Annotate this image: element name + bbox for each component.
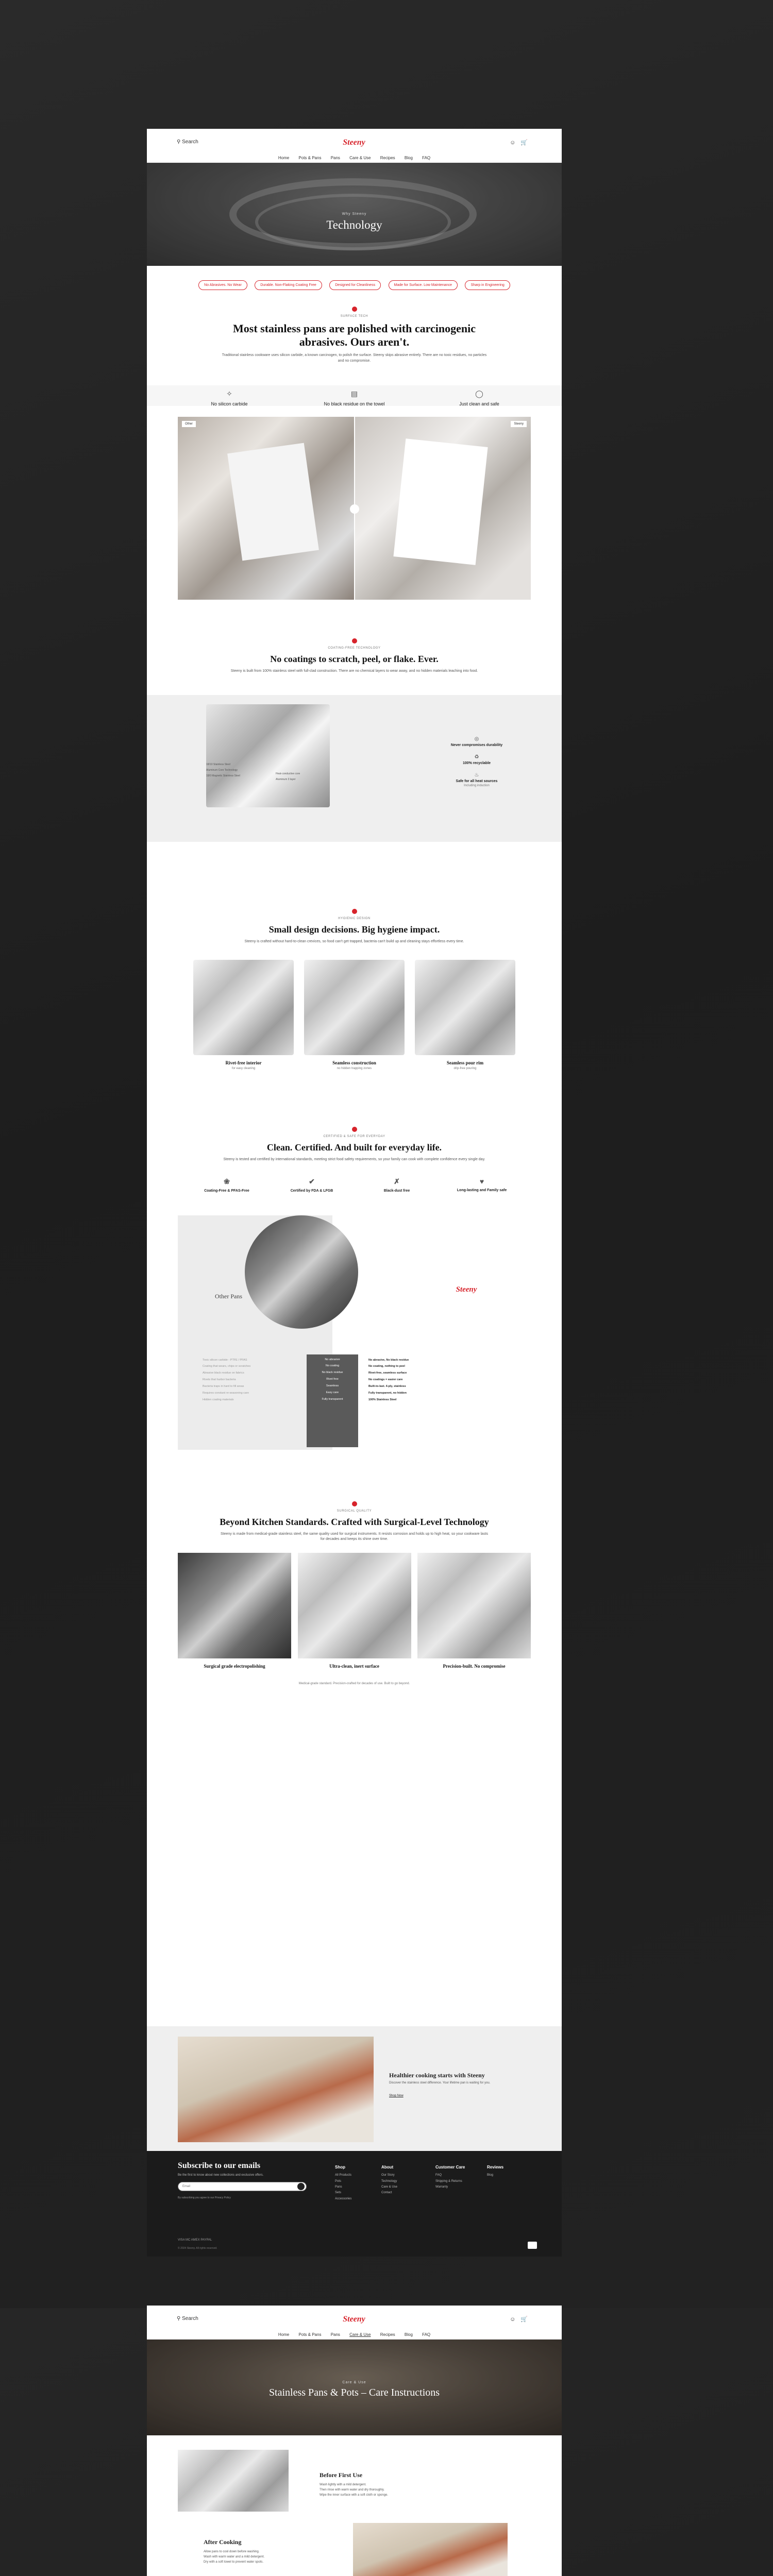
- section-subtitle: Steeny is built from 100% stainless steel with full-clad construction. There are no chemical layers to wear away, and no hidden materials leaching into food.: [230, 669, 478, 673]
- care-line: Then rinse with warm water and dry thoroughly.: [320, 2488, 384, 2492]
- steeny-item: Built-to-last. 4-ply, stainless: [368, 1385, 406, 1388]
- care-block-after-cooking: [204, 2538, 332, 2565]
- newsletter-title: Subscribe to our emails: [178, 2161, 261, 2170]
- shield-icon: ◯: [475, 389, 483, 398]
- footer-link[interactable]: Shipping & Returns: [435, 2179, 462, 2183]
- footer-link[interactable]: Warranty: [435, 2185, 448, 2189]
- other-item: Requires constant re-seasoning care: [203, 1392, 249, 1395]
- mid-item: No coating: [325, 1364, 340, 1368]
- hygiene-item: [193, 960, 294, 1070]
- svg-text:Steeny: Steeny: [343, 138, 365, 147]
- section-title: Clean. Certified. And built for everyday life.: [266, 1142, 442, 1153]
- surgical-footnote: Medical-grade standard. Precision-crafted for decades of use. Built to go beyond.: [298, 1682, 410, 1685]
- nav-pots-pans[interactable]: Pots & Pans: [298, 156, 322, 160]
- first-use-image: [178, 2450, 289, 2512]
- seamless-image: [304, 960, 405, 1055]
- account-icon[interactable]: ☺: [510, 140, 521, 146]
- leaf-icon: ❀: [224, 1177, 230, 1185]
- care-line: Dry with a soft towel to prevent water spots.: [204, 2561, 264, 2564]
- item-title: Seamless construction: [332, 1060, 376, 1065]
- pill-cleanliness[interactable]: Designed for Cleanliness: [329, 280, 381, 290]
- no-dust-icon: ✗: [394, 1177, 400, 1185]
- benefit-title: 100% recyclable: [462, 761, 491, 765]
- account-icon[interactable]: ☺: [510, 2316, 521, 2323]
- item-title: Ultra-clean, inert surface: [329, 1663, 379, 1669]
- cta-banner: [147, 2026, 562, 2151]
- svg-text:Steeny: Steeny: [456, 1285, 477, 1294]
- feature-no-residue: [303, 389, 406, 406]
- coating-band: [147, 695, 562, 842]
- section-subtitle: Steeny is made from medical-grade stainless steel, the same quality used for surgical instruments. It resists corrosion and holds up to high heat, so your cookware lasts for decades and keeps its shine over time.: [220, 1532, 489, 1541]
- cart-icon[interactable]: 🛒: [520, 140, 533, 146]
- pill-engineering[interactable]: Sharp in Engineering: [465, 280, 510, 290]
- badge-label: Coating-Free & PFAS-Free: [204, 1189, 249, 1193]
- header-icons: [510, 139, 533, 146]
- mid-item: Rivet free: [326, 1378, 339, 1381]
- svg-text:Steeny: Steeny: [343, 2315, 365, 2324]
- towel-clean: [393, 438, 488, 565]
- section-title: Most stainless pans are polished with carcinogenic abrasives. Ours aren't.: [233, 322, 476, 348]
- section-title: No coatings to scratch, peel, or flake. Ever.: [270, 654, 439, 664]
- steeny-logo: [446, 1282, 487, 1296]
- pill-low-maintenance[interactable]: Made for Surface. Low Maintenance: [389, 280, 458, 290]
- hygiene-item: [415, 960, 515, 1070]
- slider-handle[interactable]: [350, 504, 359, 514]
- brand-logo[interactable]: [335, 2313, 373, 2325]
- section-dot: [352, 909, 357, 914]
- item-sub: no hidden trapping zones: [337, 1067, 372, 1070]
- pill-coating-free[interactable]: Durable. Non-Flaking Coating Free: [255, 280, 322, 290]
- search-label: Search: [182, 139, 198, 145]
- section-dot: [352, 1501, 357, 1506]
- footer-link[interactable]: Contact: [381, 2191, 392, 2195]
- section-dot: [352, 638, 357, 643]
- cart-icon[interactable]: 🛒: [520, 2316, 533, 2323]
- mid-item: Easy care: [326, 1391, 339, 1395]
- mid-item: Fully transparent: [322, 1398, 343, 1401]
- care-line: Allow pans to cool down before washing.: [204, 2550, 260, 2553]
- badge-label: Black-dust free: [383, 1189, 410, 1193]
- item-sub: for easy cleaning: [231, 1067, 256, 1070]
- cta-title: Healthier cooking starts with Steeny: [389, 2072, 485, 2079]
- label-steeny: Steeny: [511, 421, 527, 427]
- nav-pans[interactable]: Pans: [330, 156, 340, 160]
- pan-image: [245, 1215, 358, 1329]
- footer-link[interactable]: FAQ: [435, 2174, 442, 2177]
- footer-col-care: [435, 2163, 465, 2190]
- towel-icon: ▤: [350, 389, 358, 398]
- care-block-first-use: [320, 2471, 448, 2498]
- other-item: Hidden coating materials: [203, 1398, 234, 1402]
- site-header: [147, 2306, 562, 2340]
- recycle-icon: ♻: [474, 754, 479, 760]
- nav-care-use[interactable]: Care & Use: [349, 156, 371, 160]
- other-item: Rivets that harbor bacteria: [203, 1378, 236, 1382]
- electropolish-image: [178, 1553, 291, 1658]
- care-line: Wash lightly with a mild detergent.: [320, 2483, 366, 2486]
- hero-banner: [147, 2340, 562, 2435]
- other-item: Toxic silicon carbide - PTFE / PFAS: [203, 1358, 247, 1362]
- surgical-item: [298, 1553, 411, 1669]
- nav-home[interactable]: Home: [278, 2332, 290, 2337]
- main-nav: [147, 156, 562, 160]
- hygiene-items: [147, 960, 562, 1070]
- callout: Aluminum Core Technology: [206, 768, 238, 772]
- nav-faq[interactable]: FAQ: [422, 2332, 431, 2337]
- footer-col-about: [381, 2163, 397, 2196]
- steeny-item: 100% Stainless Steel: [368, 1398, 397, 1402]
- footer-link[interactable]: Pots: [335, 2179, 342, 2183]
- section-coating: [147, 638, 562, 674]
- callout: 18/10 Stainless Steel: [206, 762, 230, 766]
- hero-eyebrow: Why Steeny: [342, 212, 367, 216]
- benefits-list: [425, 736, 528, 787]
- section-hygiene: [147, 909, 562, 945]
- footer-link[interactable]: Accessories: [335, 2197, 352, 2200]
- mid-item: No black residue: [322, 1371, 343, 1375]
- nav-home[interactable]: Home: [278, 156, 290, 160]
- care-line: Wash with warm water and a mild detergent.: [204, 2555, 265, 2559]
- pour-rim-image: [415, 960, 515, 1055]
- other-pans-list: [203, 1357, 306, 1403]
- nav-pans[interactable]: Pans: [330, 2332, 340, 2337]
- feature-label: No black residue on the towel: [324, 401, 385, 406]
- feature-label: No silicon carbide: [211, 401, 248, 406]
- callout: 18/0 Magnetic Stainless Steel: [206, 774, 240, 777]
- badge-dust-free: [358, 1177, 435, 1193]
- badge-label: Long-lasting and Family safe: [457, 1188, 507, 1192]
- steeny-item: Fully transparent, no hidden: [368, 1392, 407, 1395]
- section-dot: [352, 307, 357, 312]
- footer-col-shop: [335, 2163, 351, 2202]
- comparison-table: [178, 1215, 531, 1450]
- other-item: Coating that wears, chips or scratches: [203, 1365, 251, 1368]
- copyright: © 2024 Steeny. All rights reserved.: [178, 2247, 217, 2250]
- mid-item: No abrasive: [325, 1358, 340, 1361]
- search-label: Search: [182, 2316, 198, 2321]
- search-icon: ⚲: [177, 2316, 181, 2321]
- surface-features: [147, 389, 562, 406]
- section-eyebrow: HYGIENIC DESIGN: [338, 917, 371, 920]
- section-eyebrow: CERTIFIED & SAFE FOR EVERYDAY: [323, 1135, 385, 1138]
- hero-title: Technology: [326, 218, 382, 231]
- family-icon: ♥: [479, 1177, 484, 1185]
- callout: Aluminum 3 layer: [276, 777, 296, 781]
- care-page: [147, 2306, 562, 2576]
- nav-blog[interactable]: Blog: [404, 2332, 413, 2337]
- care-lines: [320, 2482, 448, 2498]
- item-title: Surgical grade electropolishing: [204, 1663, 265, 1669]
- item-title: Seamless pour rim: [446, 1060, 484, 1065]
- col-head: About: [381, 2165, 394, 2170]
- main-nav: [147, 2332, 562, 2337]
- footer-col-reviews: [487, 2163, 503, 2179]
- header-icons: [510, 2316, 533, 2323]
- newsletter-subtitle: Be the first to know about new collections and exclusive offers.: [178, 2174, 264, 2177]
- pill-no-abrasives[interactable]: No Abrasives. No Wear: [198, 280, 247, 290]
- mid-item: Seamless: [326, 1384, 339, 1388]
- badge-label: Certified by FDA & LFGB: [290, 1189, 333, 1193]
- search-icon: ⚲: [177, 139, 181, 145]
- payment-icons: VISA MC AMEX PAYPAL: [178, 2239, 212, 2242]
- search-button[interactable]: [177, 139, 198, 145]
- surgical-items: [147, 1553, 562, 1669]
- section-title: Small design decisions. Big hygiene impact.: [268, 924, 440, 935]
- nav-pots-pans[interactable]: Pots & Pans: [298, 2332, 322, 2337]
- technology-page: [147, 129, 562, 2257]
- hero-title: Stainless Pans & Pots – Care Instructions: [268, 2387, 440, 2398]
- middle-column: [307, 1354, 358, 1447]
- section-eyebrow: COATING-FREE TECHNOLOGY: [328, 647, 381, 650]
- callout: Heat-conductive core: [276, 772, 300, 775]
- cta-subtitle: Discover the stainless steel difference. Your lifetime pan is waiting for you.: [389, 2081, 491, 2084]
- label-other: Other: [182, 421, 196, 427]
- rivet-free-image: [193, 960, 294, 1055]
- comparison-image: [178, 417, 531, 600]
- newsletter-note: By subscribing you agree to our Privacy Policy: [178, 2196, 231, 2199]
- steeny-item: No coatings = easier care: [368, 1378, 403, 1382]
- nav-care-use[interactable]: Care & Use: [349, 2332, 371, 2337]
- nav-blog[interactable]: Blog: [404, 156, 413, 160]
- feature-no-silicon: [178, 389, 281, 406]
- steeny-item: No coating, nothing to peel: [368, 1365, 405, 1368]
- item-sub: drip-free pouring: [453, 1067, 477, 1070]
- footer-link[interactable]: All Products: [335, 2174, 352, 2177]
- sparkle-icon: ✧: [226, 389, 232, 398]
- benefit-sub: Including induction: [464, 784, 490, 787]
- hero-banner: [147, 163, 562, 266]
- cta-image: [178, 2037, 374, 2142]
- inert-surface-image: [298, 1553, 411, 1658]
- search-button[interactable]: [177, 2316, 198, 2321]
- other-pans-label: Other Pans: [215, 1292, 242, 1300]
- other-item: Abrasive black residue on fabrics: [203, 1371, 244, 1375]
- section-subtitle: Steeny is tested and certified by international standards, meeting strict food safety requirements, so your family can cook with complete confidence every single day.: [223, 1158, 485, 1161]
- section-surface: [147, 307, 562, 364]
- site-footer: [147, 2151, 562, 2257]
- nav-recipes[interactable]: Recipes: [380, 2332, 395, 2337]
- feature-clean-safe: [428, 389, 531, 406]
- col-head: Customer Care: [435, 2165, 465, 2170]
- brand-logo[interactable]: [335, 136, 373, 148]
- footer-link[interactable]: Pans: [335, 2185, 342, 2189]
- nav-recipes[interactable]: Recipes: [380, 156, 395, 160]
- layer-callouts: [206, 762, 240, 779]
- hero-eyebrow: Care & Use: [342, 2381, 366, 2384]
- care-title: Before First Use: [320, 2471, 363, 2479]
- steeny-list: [368, 1357, 472, 1403]
- layer-diagram: [206, 704, 330, 807]
- col-head: Reviews: [487, 2165, 504, 2170]
- footer-link[interactable]: Blog: [487, 2174, 494, 2177]
- steeny-panel: [332, 1215, 531, 1450]
- shop-now-link[interactable]: Shop Now: [389, 2094, 404, 2097]
- section-eyebrow: SURFACE TECH: [340, 315, 368, 318]
- footer-link[interactable]: Technology: [381, 2179, 397, 2183]
- care-sections: [147, 2435, 562, 2576]
- anchor-pills: [147, 266, 562, 295]
- benefit-title: Safe for all heat sources: [456, 779, 498, 783]
- email-input[interactable]: Email: [178, 2182, 307, 2191]
- cert-badges: [147, 1177, 562, 1193]
- item-title: Rivet-free interior: [225, 1060, 262, 1065]
- steeny-item: Rivet-free, seamless surface: [368, 1371, 407, 1375]
- care-line: Wipe the inner surface with a soft cloth or sponge.: [320, 2494, 389, 2497]
- care-title: After Cooking: [204, 2538, 242, 2546]
- steeny-item: No abrasive, No black residue: [368, 1358, 409, 1362]
- surgical-item: [417, 1553, 531, 1669]
- care-lines: [204, 2549, 332, 2565]
- back-to-top-button[interactable]: [528, 2242, 537, 2249]
- site-header: [147, 129, 562, 163]
- towel-dirty: [227, 443, 319, 561]
- section-certified: [147, 1127, 562, 1163]
- item-title: Precision-built. No compromise: [443, 1663, 506, 1669]
- surgical-item: [178, 1553, 291, 1669]
- flame-icon: ♨: [474, 772, 479, 778]
- section-dot: [352, 1127, 357, 1132]
- section-surgical: [147, 1501, 562, 1543]
- footer-link[interactable]: Sets: [335, 2191, 342, 2195]
- cta-wrapper: [147, 2026, 562, 2151]
- feature-label: Just clean and safe: [459, 401, 499, 406]
- section-subtitle: Steeny is crafted without hard-to-clean crevices, so food can't get trapped, bacteria can't build up and cleaning stays effortless every time.: [244, 939, 464, 943]
- other-item: Bacteria traps in hard to fill areas: [203, 1385, 244, 1388]
- after-cooking-image: [353, 2523, 508, 2576]
- col-head: Shop: [335, 2165, 345, 2170]
- certificate-icon: ✔: [309, 1177, 315, 1185]
- benefit-title: Never compromises durability: [450, 743, 503, 747]
- durability-icon: ◎: [474, 736, 479, 742]
- hygiene-item: [304, 960, 405, 1070]
- precision-image: [417, 1553, 531, 1658]
- layer-callouts-right: [276, 771, 300, 783]
- badge-fda: [273, 1177, 350, 1193]
- footer-link[interactable]: Our Story: [381, 2174, 395, 2177]
- section-title: Beyond Kitchen Standards. Crafted with Surgical-Level Technology: [220, 1516, 489, 1527]
- section-subtitle: Traditional stainless cookware uses silicon carbide, a known carcinogen, to polish the surface. Steeny skips abrasive entirely. There are no toxic residues, no particles and no compromise.: [222, 353, 487, 363]
- footer-link[interactable]: Care & Use: [381, 2185, 398, 2189]
- section-eyebrow: SURGICAL QUALITY: [337, 1509, 372, 1513]
- nav-faq[interactable]: FAQ: [422, 156, 431, 160]
- badge-pfas-free: [188, 1177, 265, 1193]
- subscribe-button[interactable]: [297, 2183, 305, 2190]
- badge-family-safe: [443, 1177, 520, 1193]
